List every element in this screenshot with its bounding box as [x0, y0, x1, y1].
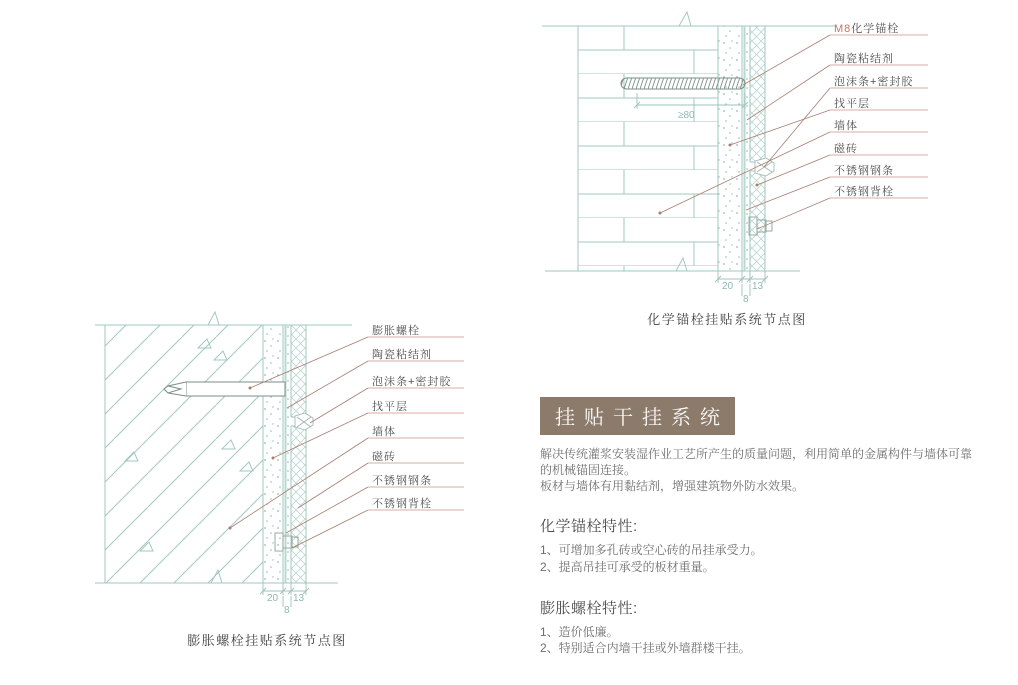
dim-mortar: 20 — [267, 593, 279, 604]
label-chemical-anchor: M8化学锚栓 — [834, 23, 900, 35]
feature-item: 1、造价低廉。 — [540, 624, 619, 639]
leveling-layer — [263, 325, 283, 583]
concrete-wall — [105, 325, 263, 583]
chemical-features-list — [540, 542, 974, 575]
dim-glue: 8 — [743, 294, 749, 305]
tile-layer — [750, 26, 765, 271]
label-foam-sealant: 泡沫条+密封胶 — [834, 76, 914, 88]
label-foam-sealant: 泡沫条+密封胶 — [372, 376, 452, 388]
label-steel-strip: 不锈钢钢条 — [834, 165, 894, 177]
leveling-layer — [718, 26, 742, 271]
expansion-bolt — [164, 382, 285, 396]
intro-paragraph-1: 解决传统灌浆安装湿作业工艺所产生的质量问题，利用简单的金属构件与墙体可靠的机械锚固连接。 — [540, 447, 973, 477]
sealant-joint-detail — [295, 413, 313, 430]
label-ceramic-adhesive: 陶瓷粘结剂 — [834, 53, 894, 65]
label-tile: 磁砖 — [834, 143, 858, 155]
label-back-bolt: 不锈钢背栓 — [834, 186, 894, 198]
adhesive-layer — [287, 325, 291, 583]
intro-paragraph-2: 板材与墙体有用黏结剂，增强建筑物外防水效果。 — [540, 478, 805, 493]
dim-glue: 8 — [284, 605, 290, 616]
label-expansion-bolt: 膨胀螺栓 — [372, 325, 420, 337]
feature-item: 2、提高吊挂可承受的板材重量。 — [540, 560, 715, 575]
chemical-features-heading: 化学锚栓特性: — [540, 518, 638, 536]
label-leveling-layer: 找平层 — [372, 401, 408, 413]
label-wall-body: 墙体 — [834, 120, 858, 132]
feature-item: 2、特别适合内墙干挂或外墙群楼干挂。 — [540, 641, 751, 656]
dim-mortar: 20 — [722, 281, 734, 292]
feature-item: 1、可增加多孔砖或空心砖的吊挂承受力。 — [540, 543, 763, 558]
break-line-top — [95, 312, 352, 325]
label-back-bolt: 不锈钢背栓 — [372, 498, 432, 510]
expansion-diagram-caption: 膨胀螺栓挂贴系统节点图 — [187, 633, 347, 648]
dim-tile: 13 — [293, 593, 305, 604]
expansion-features-heading: 膨胀螺栓特性: — [540, 599, 638, 617]
label-leveling-layer: 找平层 — [834, 98, 870, 110]
section-title: 挂贴干挂系统 — [540, 397, 735, 435]
info-panel — [540, 397, 974, 657]
expansion-bolt-diagram — [80, 303, 480, 653]
label-tile: 磁砖 — [372, 451, 396, 463]
label-wall-body: 墙体 — [372, 426, 396, 438]
expansion-features-list — [540, 624, 974, 657]
chemical-anchor-diagram — [500, 5, 960, 315]
label-steel-strip: 不锈钢钢条 — [372, 475, 432, 487]
label-ceramic-adhesive: 陶瓷粘结剂 — [372, 349, 432, 361]
dim-tile: 13 — [752, 281, 764, 292]
dim-embed-depth: ≥80 — [678, 110, 695, 121]
tile-layer — [291, 325, 306, 583]
brick-wall — [578, 26, 718, 271]
chemical-anchor-bolt — [621, 78, 745, 89]
chemical-diagram-caption: 化学锚栓挂贴系统节点图 — [647, 312, 807, 327]
break-line-top — [542, 12, 835, 26]
